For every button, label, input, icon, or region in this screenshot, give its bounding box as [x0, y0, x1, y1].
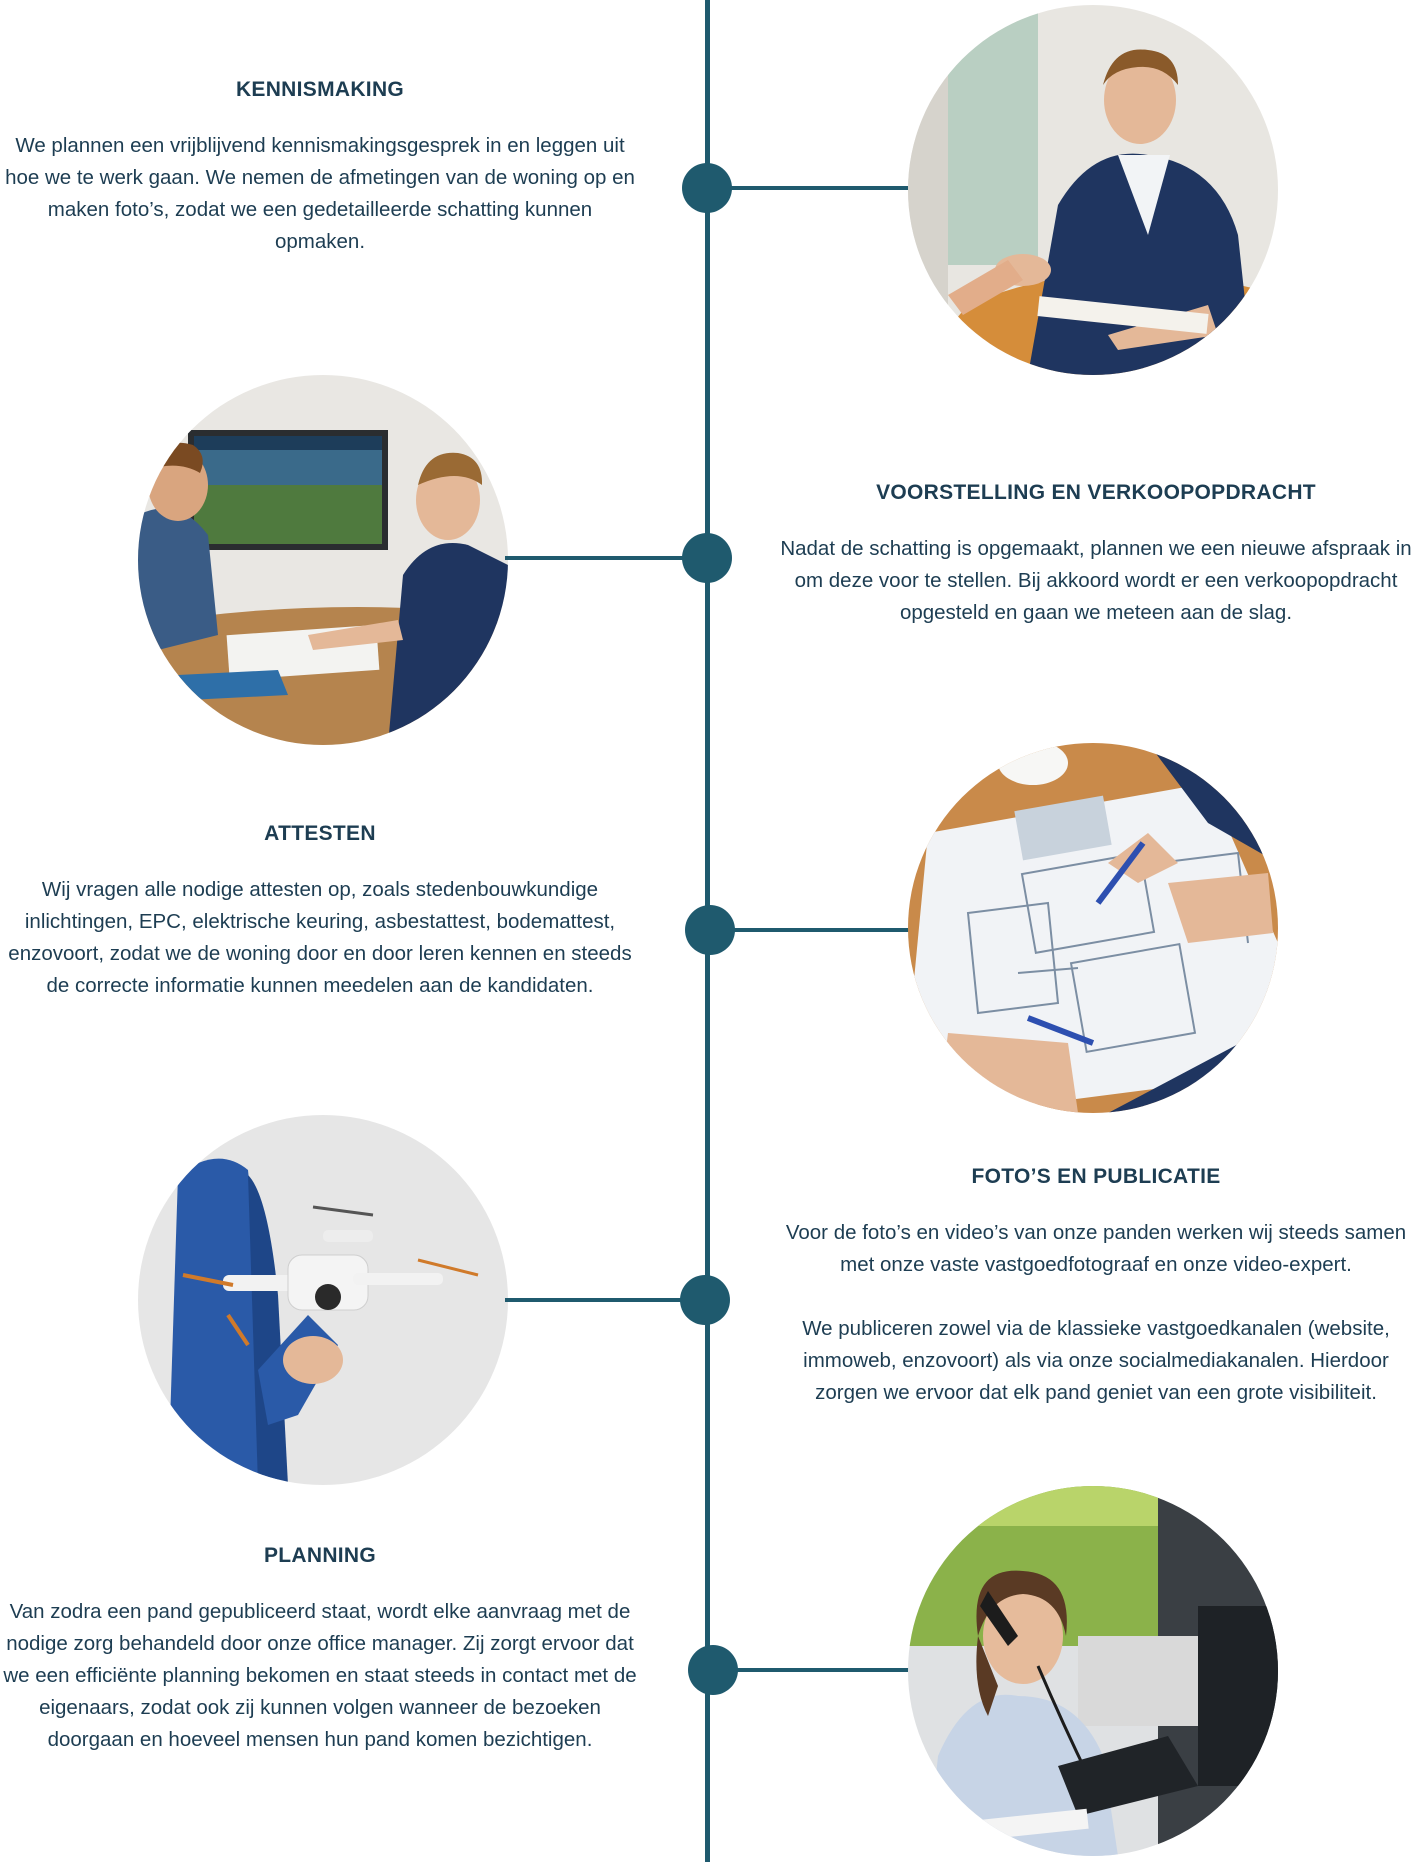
step-kennismaking [0, 78, 640, 258]
step-attesten [0, 822, 640, 1002]
step-paragraph: Voor de foto’s en video’s van onze panden werken wij steeds samen met onze vaste vastgoedfotograaf en onze video-expert. [785, 1221, 1407, 1276]
photo-image [138, 375, 508, 745]
step-paragraph: Van zodra een pand gepubliceerd staat, wordt elke aanvraag met de nodige zorg behandeld door onze office manager. Zij zorgt ervoor dat we een efficiënte planning bekomen en staat steeds in contact met de eigenaars, zodat ook zij kunnen volgen wanneer de bezoeken doorgaan en hoeveel mensen hun pand komen bezichtigen. [3, 1600, 637, 1751]
photo-drone [138, 1115, 508, 1485]
step-description [0, 130, 640, 258]
step-title: VOORSTELLING EN VERKOOPOPDRACHT [876, 481, 1316, 504]
step-planning [0, 1544, 640, 1756]
step-title: FOTO’S EN PUBLICATIE [971, 1165, 1221, 1188]
timeline-connector [505, 1298, 705, 1302]
photo-image [138, 1115, 508, 1485]
step-description [0, 1596, 640, 1756]
timeline-connector [710, 1668, 915, 1672]
photo-image [908, 1486, 1278, 1856]
timeline-connector [505, 556, 705, 560]
step-paragraph: We publiceren zowel via de klassieke vastgoedkanalen (website, immoweb, enzovoort) als via onze socialmediakanalen. Hierdoor zorgen we ervoor dat elk pand geniet van een grote visibiliteit. [802, 1317, 1390, 1404]
timeline-connector [710, 928, 915, 932]
timeline-connector [705, 186, 915, 190]
timeline-dot [680, 1275, 730, 1325]
photo-image [908, 743, 1278, 1113]
step-description [778, 1217, 1414, 1409]
step-voorstelling [778, 481, 1414, 629]
timeline-dot [682, 533, 732, 583]
step-title: KENNISMAKING [235, 78, 405, 101]
step-fotos-publicatie [778, 1165, 1414, 1409]
photo-floor-plan [908, 743, 1278, 1113]
photo-office-manager [908, 1486, 1278, 1856]
step-paragraph: Nadat de schatting is opgemaakt, plannen we een nieuwe afspraak in om deze voor te stellen. Bij akkoord wordt er een verkoopopdracht opgesteld en gaan we meteen aan de slag. [780, 537, 1412, 624]
step-title: ATTESTEN [264, 822, 376, 845]
step-paragraph: We plannen een vrijblijvend kennismakingsgesprek in en leggen uit hoe we te werk gaan. We nemen de afmetingen van de woning op en maken foto’s, zodat we een gedetailleerde schatting kunnen opmaken. [5, 134, 635, 253]
step-description [0, 874, 640, 1002]
step-description [778, 533, 1414, 629]
photo-image [908, 5, 1278, 375]
photo-presentation-meeting [138, 375, 508, 745]
photo-handshake-meeting [908, 5, 1278, 375]
step-paragraph: Wij vragen alle nodige attesten op, zoals stedenbouwkundige inlichtingen, EPC, elektrische keuring, asbestattest, bodemattest, enzovoort, zodat we de woning door en door leren kennen en steeds de correcte informatie kunnen meedelen aan de kandidaten. [8, 878, 632, 997]
step-title: PLANNING [263, 1544, 377, 1567]
